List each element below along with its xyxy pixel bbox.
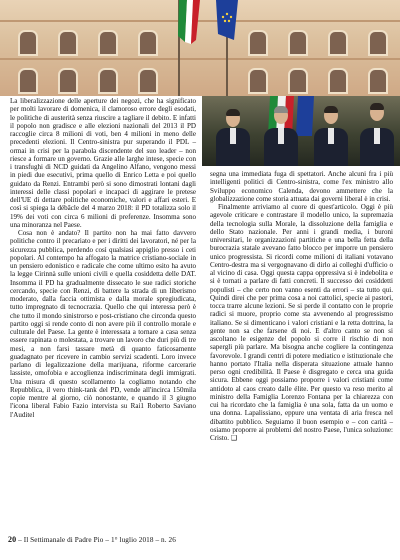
- page-footer: [8, 535, 392, 545]
- italian-flag-icon: [170, 0, 200, 44]
- article-paragraph: segna una immediata fuga di spettatori. Anche alcuni fra i più intelligenti politici di Centro-sinistra, come l'ex ministro allo Sviluppo economico Calenda, devono ammettere che la globalizzazione come storia attuata dai governi liberal è in crisi.: [210, 170, 393, 203]
- publication-info: – Il Settimanale di Padre Pio – 1° luglio 2018 – n. 26: [18, 536, 176, 544]
- article-paragraph: [210, 203, 393, 442]
- page-number: 20: [8, 535, 17, 544]
- politicians-photo: [202, 96, 400, 166]
- eu-flag-icon: [212, 0, 240, 44]
- article-column-left: [10, 97, 196, 419]
- article-paragraph-text: Finalmente arriviamo al cuore di quest'articolo. Oggi è più agevole criticare e contrastare il modello unico, la supremazia della tecnologia sulla Morale, la dissoluzione della famiglia e dello Stato nazionale. Per anni i grandi media, i buroni universitari, le organizzazioni partitiche e una bella fetta della burocrazia statale avevano fatto blocco per imporre un pensiero unico progressista. Si ricordi come milioni di italiani votavano Centro-destra ma si vergognavano di dirlo ai colleghi d'ufficio o al vicino di casa. Oggi questa cappa oppressiva si è indebolita e si è tornati a parlare di fatti concreti. Il successo dei cosiddetti populisti – che certo non vanno esenti da errori – sta tutto qui. Quindi direi che per prima cosa a noi cattolici, specie ai pastori, tocca trarre alcune lezioni. Se si perde il contatto con le proprie radici si muore, proprio come sta avvenendo al progressismo italiano. Se si dimenticano i valori cristiani e la retta dottrina, la gente non sa che farsene di noi. E d'altro canto se non si ascoltano le esigenze del popolo si corre il rischio di non sapergli più parlare. Ma bisogna anche cogliere la contingenza favorevole. I grandi centri di potere mediatico e istituzionale che hanno portato l'Italia nella disperata situazione attuale hanno perso ogni credibilità. Il Paese è disgregato e cerca una guida sicura. Ebbene oggi possiamo proporre i valori cristiani come antidoto al caos creato dalle élite. Per questo va reso merito al ministro della Famiglia Lorenzo Fontana per la chiarezza con cui ha ricordato che la famiglia è una sola, fatta da un uomo e una donna. Lapalissiano, eppure una ventata di aria fresca nel dibattito pubblico. Seguiamo il buon esempio e – con carità – osiamo proporre ai problemi del nostro Paese, l'unica soluzione: Cristo.: [210, 203, 393, 442]
- article-paragraph: Cosa non è andato? Il partito non ha mai fatto davvero politiche contro il precariato e per i diritti dei lavoratori, né per la sicurezza pubblica, perdendo così qualsiasi appiglio presso i ceti popolari. Al contempo ha affogato la matrice cristiano-sociale in un pensiero edonistico e radicale che come ultimo esito ha avuto la legge Cirinnà sulle unioni civili e quella cosiddetta delle DAT. Insomma il PD ha gradualmente dissecato le sue radici storiche cercando, specie con Renzi, di battere la strada di un liberismo moderato, dalla faccia ottimista e dalla morale spregiudicata, tutto impregnato di tecnocrazia. Quello che qui interessa però è che tutto il mondo sinistrorso e post-cristiano che circonda questo partito oggi si rende conto di non avere più il controllo morale e culturale del Paese. La gente è interessata a tornare a casa senza essere rapinata o molestata, a trovare un lavoro che duri più di tre mesi, a non farsi tassare metà di quanto faticosamente guadagnato per ricevere in cambio servizi scadenti. Loro invece parlano di legalizzazione della marijuana, riforme carcerarie lassiste, omofobia e accoglienza indiscriminata degli immigrati. Una misura di questo scollamento la cogliamo notando che Repubblica, il vero think-tank del PD, vende all'incirca 150mila copie mentre al giorno, ciò nonostante, e quando il 3 giugno l'icona liberal Fabio Fazio intervista su Rai1 Roberto Saviano l'Auditel: [10, 229, 196, 419]
- end-of-article-mark: ❑: [230, 434, 238, 442]
- palace-photo: [0, 0, 400, 96]
- article-column-right: [210, 170, 393, 442]
- article-paragraph: La liberalizzazione delle aperture dei negozi, che ha significato per molti lavorare di domenica, il clamoroso errore degli esodati, le politiche di austerità senza riuscire a tagliare il debito. E infatti il popolo non gradisce e alle elezioni nazionali del 2013 il PD raccoglie circa 8 milioni di voti, ben 4 milioni in meno delle precedenti elezioni. Il Centro-sinistra pur superando il PDL – ormai in crisi per la parabola discendente del suo leader – non riesce a formare un governo. Grazie alle larghe intese, specie con i transfughi di NCD guidati da Angelino Alfano, vengono messi in piedi due esecutivi, prima quello di Enrico Letta e poi quello guidato da Renzi. Entrambi però si sono dimostrati lontani dagli interessi delle classi popolari e incapaci di aggirare le pretese dell'UE di dettare politiche economiche, valori e affari esteri. E così si spiega la débâcle del 4 marzo 2018: il PD totalizza solo il 19% dei voti con circa 6 milioni di preferenze. Insomma sono una minoranza nel Paese.: [10, 97, 196, 229]
